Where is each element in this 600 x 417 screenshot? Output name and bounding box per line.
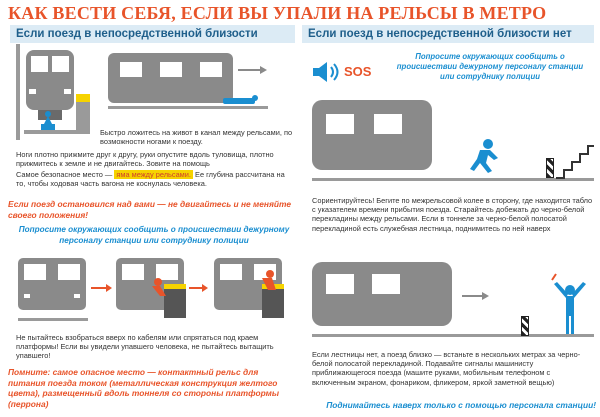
remember-warning: Помните: самое опасное место — контактный рельс для питания поезда током (металлическая конструкция желтого цвета), размещенный вдоль тоннеля со стороны платформы (перрона) <box>8 367 279 409</box>
lie-down-text: Быстро ложитесь на живот в канал между рельсами, по возможности ногами к поезду. <box>100 128 293 147</box>
safe-place-text <box>16 170 296 188</box>
orient-text: Сориентируйтесь! Бегите по межрельсовой колее в сторону, где находится табло с указателем времени прибытия поезда. Старайтесь добежать до черно-белой перекладины между рельсами. Если в тоннеле за черно-белой полосатой перекладиной есть служебная лестница, поднимитесь по ней наверх <box>312 196 593 233</box>
train-side-illustration <box>108 48 273 118</box>
hands-text: Ноги плотно прижмите друг к другу, руки опустите вдоль туловища, плотно прижмитесь к земле и не двигайтесь. Зовите на помощь <box>16 150 274 169</box>
megaphone-icon <box>313 62 339 82</box>
no-climb-text: Не пытайтесь взобраться вверх по кабелям или спрятаться под краем платформы! Если вы увидели упавшего человека, не пытайтесь вытащить упавшего! <box>16 333 274 361</box>
signal-driver-illustration <box>312 260 594 340</box>
train-front-illustration <box>16 44 101 140</box>
right-footer: Поднимайтесь наверх только с помощью персонала станции! <box>326 400 596 410</box>
page-title: КАК ВЕСТИ СЕБЯ, ЕСЛИ ВЫ УПАЛИ НА РЕЛЬСЫ В МЕТРО <box>8 3 547 23</box>
sos-label: SOS <box>344 64 372 79</box>
right-header: Если поезд в непосредственной близости нет <box>302 25 594 43</box>
stopped-warning: Если поезд остановился над вами — не двигайтесь и не меняйте своего положения! <box>8 199 291 220</box>
safe-suffix: Ее глубина рассчитана на то, чтобы ходовая часть вагона не коснулась человека. <box>16 170 285 189</box>
right-ask-staff: Попросите окружающих сообщить о происшествии дежурному персоналу станции или сотруднику полиции <box>396 52 584 81</box>
barrier-stripe-1 <box>546 158 554 178</box>
safe-place-highlight: яма между рельсами. <box>116 170 191 179</box>
barrier-stripe-2 <box>521 316 529 336</box>
left-header: Если поезд в непосредственной близости <box>10 25 295 43</box>
climb-sequence-illustration <box>18 258 293 326</box>
left-ask-staff: Попросите окружающих сообщить о происшествии дежурному персоналу станции или сотруднику полиции <box>18 225 290 245</box>
no-ladder-text: Если лестницы нет, а поезд близко — встаньте в нескольких метрах за черно-белой полосатой перекладиной. Подавайте сигналы машинисту приближающегося поезда (машите руками, мобильным телефоном с включенным экраном, фонариком, фликером, яркой заметной вещью) <box>312 350 581 387</box>
safe-prefix: Самое безопасное место — <box>16 170 113 179</box>
